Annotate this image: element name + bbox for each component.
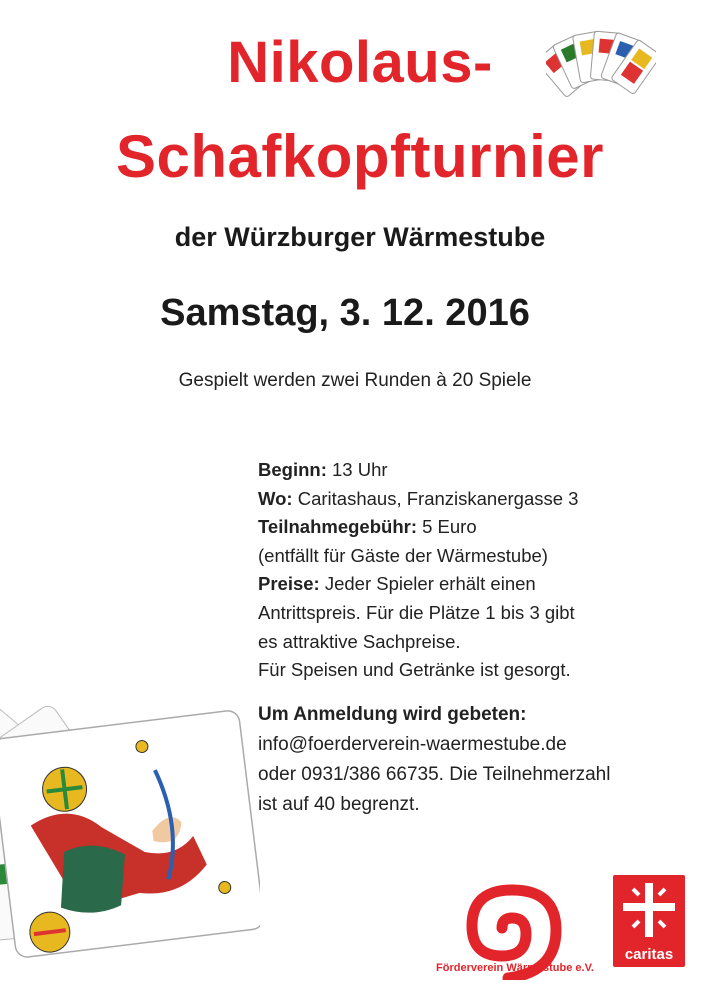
title-line-1: Nikolaus-: [227, 30, 493, 95]
wo-label: Wo:: [258, 487, 293, 509]
info-wo: [258, 485, 698, 514]
caritas-cross-icon: [613, 875, 685, 945]
beginn-value: 13 Uhr: [332, 459, 388, 480]
subtitle: der Würzburger Wärmestube: [174, 222, 546, 252]
beginn-label: Beginn:: [258, 459, 327, 480]
info-beginn: [258, 456, 698, 485]
foerderverein-caption: Förderverein Wärmestube e.V.: [436, 962, 594, 974]
registration-limit: ist auf 40 begrenzt.: [258, 794, 420, 815]
registration-phone: oder 0931/386 66735. Die Teilnehmerzahl: [258, 764, 611, 785]
gebuehr-note: (entfällt für Gäste der Wärmestube): [258, 544, 548, 566]
info-gebuehr: [258, 513, 698, 542]
preise-value-1: Jeder Spieler erhält einen: [324, 573, 536, 595]
info-preise: [258, 570, 698, 599]
registration-heading: Um Anmeldung wird gebeten:: [258, 704, 527, 725]
title-line-2: Schafkopfturnier: [115, 123, 605, 190]
preise-label: Preise:: [258, 573, 320, 595]
registration-email[interactable]: info@foerderverein-waermestube.de: [258, 734, 567, 755]
speisen-note: Für Speisen und Getränke ist gesorgt.: [258, 659, 571, 681]
wo-value: Caritashaus, Franziskanergasse 3: [297, 487, 579, 509]
playing-cards-image-fan: [0, 500, 260, 960]
preise-value-2: Antrittspreis. Für die Plätze 1 bis 3 gibt: [258, 601, 575, 623]
gebuehr-label: Teilnahmegebühr:: [258, 516, 417, 538]
caritas-label: caritas: [624, 946, 674, 963]
event-info: [258, 456, 698, 685]
preise-value-3: es attraktive Sachpreise.: [258, 630, 461, 652]
registration-info: [258, 700, 708, 820]
caritas-logo: [613, 875, 685, 967]
rounds-note: Gespielt werden zwei Runden à 20 Spiele: [178, 370, 532, 391]
event-date: Samstag, 3. 12. 2016: [160, 292, 530, 334]
gebuehr-value: 5 Euro: [422, 516, 477, 538]
